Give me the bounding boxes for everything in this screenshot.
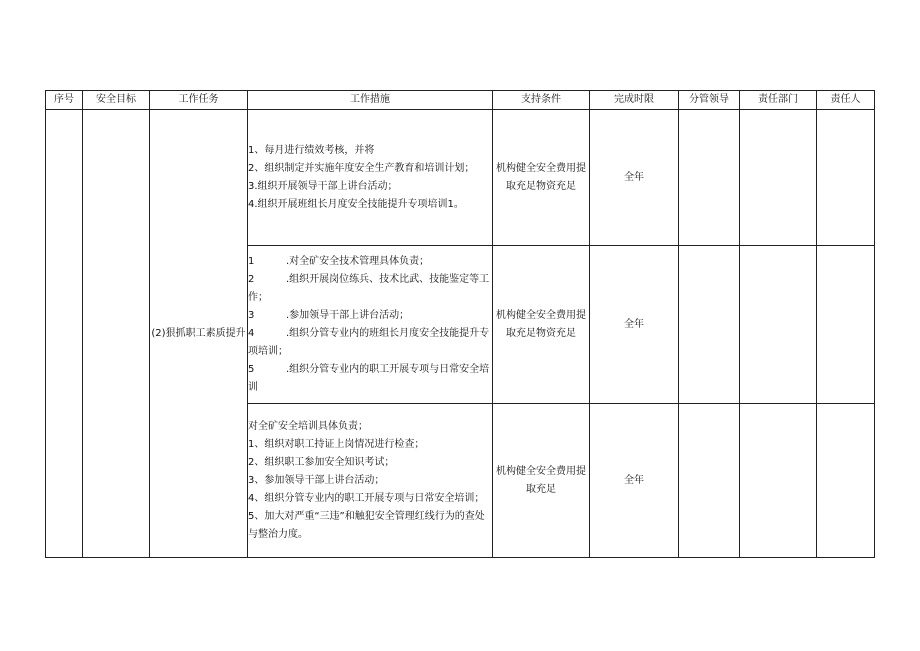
measure-number: 3	[248, 309, 255, 321]
table-row	[46, 110, 875, 246]
measure-number: 1	[248, 255, 255, 267]
measure-line: 2、组织制定并实施年度安全生产教育和培训计划；	[248, 162, 475, 174]
header-row	[46, 91, 875, 110]
measure-line: 1、组织对职工持证上岗情况进行检查；	[248, 438, 425, 450]
header-safety-goal: 安全目标	[83, 91, 150, 110]
support-cell: 机构健全安全费用提取充足物资充足	[493, 110, 590, 246]
period-cell: 全年	[590, 246, 679, 404]
work-task-cell: (2)狠抓职工素质提升	[150, 110, 248, 558]
measure-line	[248, 307, 492, 325]
department-cell	[740, 110, 817, 246]
measure-number: 4	[248, 327, 255, 339]
measure-line	[248, 325, 492, 361]
measure-text: .参加领导干部上讲台活动；	[286, 309, 410, 321]
measure-text: .组织开展岗位练兵、技术比武、技能鉴定等工作；	[248, 273, 490, 303]
measure-line: 4.组织开展班组长月度安全技能提升专项培训1。	[248, 198, 464, 210]
header-serial: 序号	[46, 91, 83, 110]
measures-cell	[248, 246, 493, 404]
measure-line: 1、每月进行绩效考核，并将	[248, 144, 375, 156]
leader-cell	[679, 246, 740, 404]
measures-cell	[248, 404, 493, 558]
header-support-conditions: 支持条件	[493, 91, 590, 110]
measure-number: 5	[248, 363, 255, 375]
header-person: 责任人	[817, 91, 875, 110]
person-cell	[817, 110, 875, 246]
safety-goal-cell	[83, 110, 150, 558]
header-leader: 分管领导	[679, 91, 740, 110]
leader-cell	[679, 110, 740, 246]
safety-work-plan-table	[45, 90, 875, 558]
measure-text: .对全矿安全技术管理具体负责；	[286, 255, 430, 267]
header-work-measures: 工作措施	[248, 91, 493, 110]
measure-line: 2、组织职工参加安全知识考试；	[248, 456, 395, 468]
header-deadline: 完成时限	[590, 91, 679, 110]
measure-line: 5、加大对严重“三违”和触犯安全管理红线行为的查处与整治力度。	[248, 510, 485, 540]
period-cell: 全年	[590, 110, 679, 246]
measure-line: 4、组织分管专业内的职工开展专项与日常安全培训；	[248, 492, 485, 504]
department-cell	[740, 246, 817, 404]
support-cell: 机构健全安全费用提取充足	[493, 404, 590, 558]
measure-line	[248, 253, 492, 271]
period-cell: 全年	[590, 404, 679, 558]
measures-cell	[248, 110, 493, 246]
person-cell	[817, 404, 875, 558]
serial-cell	[46, 110, 83, 558]
measure-text: .组织分管专业内的职工开展专项与日常安全培训	[248, 363, 490, 393]
measure-text: .组织分管专业内的班组长月度安全技能提升专项培训；	[248, 327, 490, 357]
measure-line	[248, 271, 492, 307]
measure-line: 3.组织开展领导干部上讲台活动；	[248, 180, 398, 192]
department-cell	[740, 404, 817, 558]
support-cell: 机构健全安全费用提取充足物资充足	[493, 246, 590, 404]
header-work-task: 工作任务	[150, 91, 248, 110]
person-cell	[817, 246, 875, 404]
measure-number: 2	[248, 273, 255, 285]
measure-line	[248, 361, 492, 397]
measure-line: 对全矿安全培训具体负责；	[248, 420, 368, 432]
header-department: 责任部门	[740, 91, 817, 110]
leader-cell	[679, 404, 740, 558]
measure-line: 3、参加领导干部上讲台活动；	[248, 474, 385, 486]
